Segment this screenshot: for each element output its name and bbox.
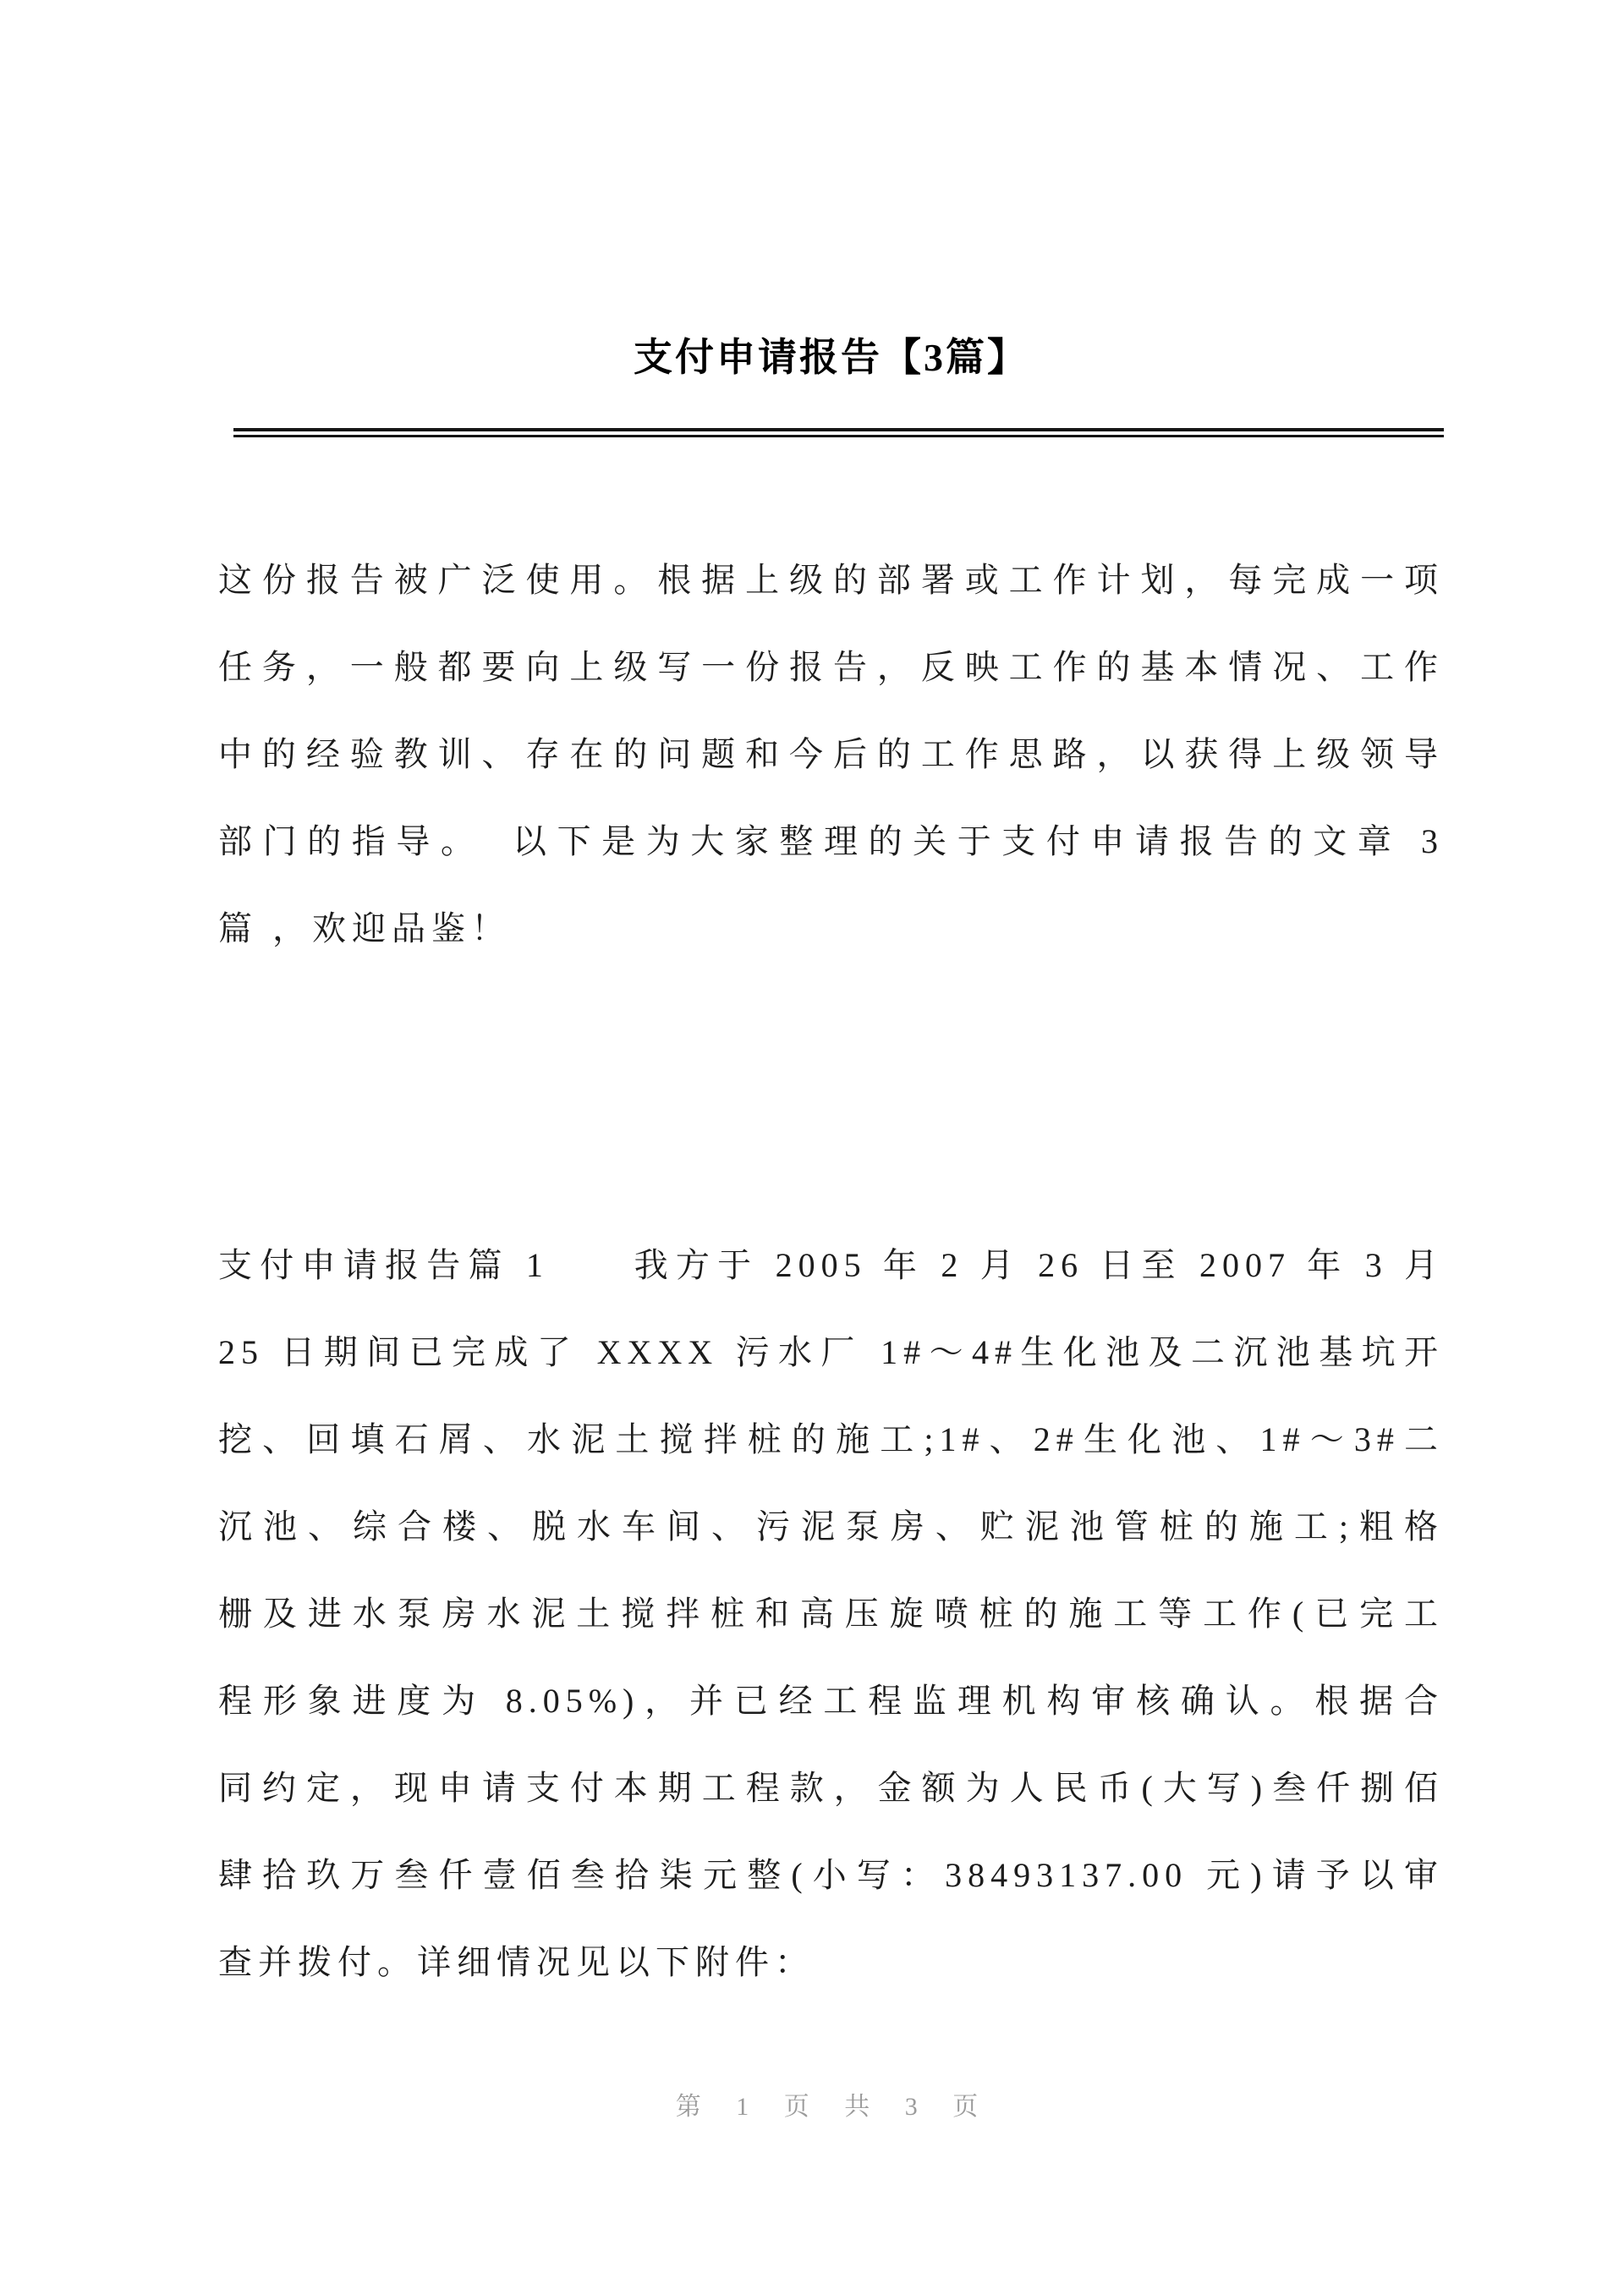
page-title: 支付申请报告【3篇】 bbox=[634, 336, 1029, 379]
intro-paragraph bbox=[218, 536, 1444, 972]
title-divider-rule bbox=[233, 428, 1444, 437]
intro-line: 这份报告被广泛使用。根据上级的部署或工作计划，每完成一项 bbox=[218, 561, 1444, 599]
section1-line: 沉池、综合楼、脱水车间、污泥泵房、贮泥池管桩的施工;粗格 bbox=[218, 1507, 1444, 1546]
section1-line: 挖、回填石屑、水泥土搅拌桩的施工;1#、2#生化池、1#～3#二 bbox=[218, 1420, 1444, 1458]
section1-line: 25 日期间已完成了 XXXX 污水厂 1#～4#生化池及二沉池基坑开 bbox=[218, 1333, 1444, 1371]
intro-line: 篇 ，欢迎品鉴！ bbox=[218, 909, 511, 947]
section1-line: 查并拨付。详细情况见以下附件： bbox=[218, 1943, 815, 1981]
section1-line: 同约定，现申请支付本期工程款，金额为人民币(大写)叁仟捌佰 bbox=[218, 1769, 1444, 1807]
intro-line: 部门的指导。 以下是为大家整理的关于支付申请报告的文章 3 bbox=[218, 822, 1444, 860]
section1-line: 支付申请报告篇 1 我方于 2005 年 2 月 26 日至 2007 年 3 月 bbox=[218, 1246, 1444, 1284]
section1-line: 栅及进水泵房水泥土搅拌桩和高压旋喷桩的施工等工作(已完工 bbox=[218, 1595, 1444, 1633]
section1-paragraph bbox=[218, 1222, 1444, 2006]
intro-line: 任务，一般都要向上级写一份报告，反映工作的基本情况、工作 bbox=[218, 648, 1444, 686]
intro-line: 中的经验教训、存在的问题和今后的工作思路，以获得上级领导 bbox=[218, 735, 1444, 773]
section1-line: 程形象进度为 8.05%)，并已经工程监理机构审核确认。根据合 bbox=[218, 1682, 1444, 1720]
page-number-footer: 第 1 页 共 3 页 bbox=[675, 2093, 987, 2121]
section1-line: 肆拾玖万叁仟壹佰叁拾柒元整(小写：38493137.00 元)请予以审 bbox=[218, 1856, 1444, 1894]
